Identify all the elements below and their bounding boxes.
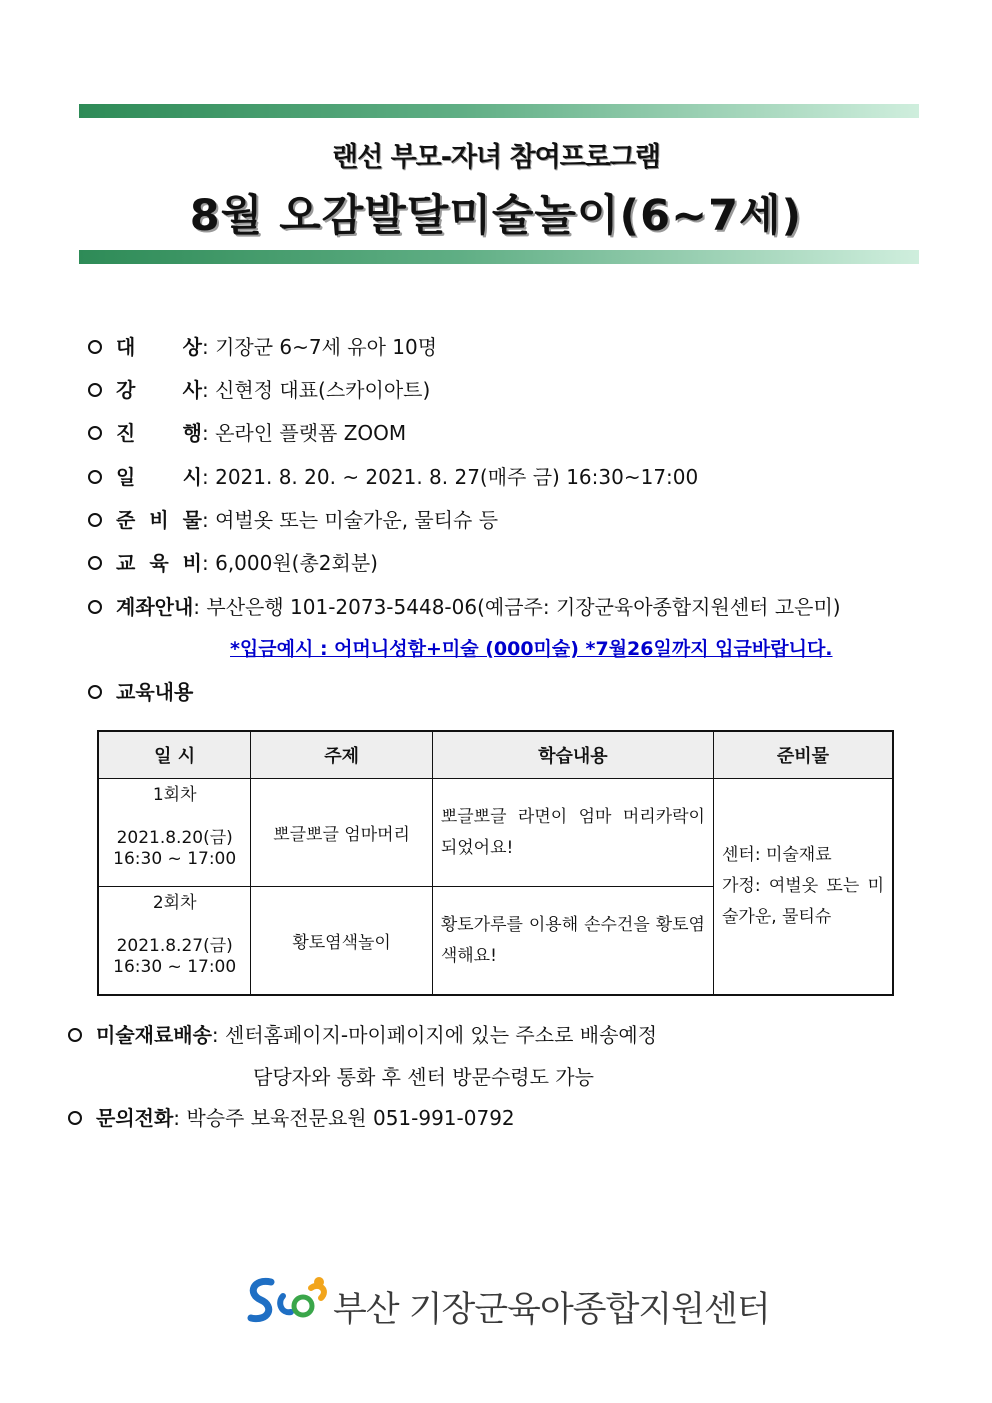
- info-row-method: [88, 418, 406, 448]
- info-row-fee: [88, 548, 378, 578]
- info-row-target: [88, 332, 437, 362]
- topic-cell: 뽀글뽀글 엄마머리: [251, 779, 432, 887]
- delivery-row: [68, 1020, 657, 1050]
- page-title: 8월 오감발달미술놀이(6~7세): [189, 191, 803, 241]
- circle-bullet-icon: [88, 426, 102, 440]
- table-header: 일 시: [98, 731, 251, 779]
- subtitle: 랜선 부모-자녀 참여프로그램: [332, 142, 660, 173]
- delivery-line2: 담당자와 통화 후 센터 방문수령도 가능: [253, 1065, 594, 1089]
- table-header: 학습내용: [432, 731, 713, 779]
- delivery-value: : 센터홈페이지-마이페이지에 있는 주소로 배송예정: [211, 1023, 658, 1047]
- prep-cell: [713, 779, 893, 996]
- logo-mark-icon: [243, 1272, 331, 1332]
- info-row-account: [88, 592, 841, 622]
- circle-bullet-icon: [88, 383, 102, 397]
- info-value: : 2021. 8. 20. ~ 2021. 8. 27(매주 금) 16:30~17:00: [202, 465, 699, 489]
- header-band-top: [79, 104, 919, 118]
- info-label: 진 행: [116, 421, 202, 445]
- info-value: : 부산은행 101-2073-5448-06(예금주: 기장군육아종합지원센터 고은미): [193, 595, 841, 619]
- info-label: 준 비 물: [116, 508, 202, 532]
- prep-center: 센터: 미술재료: [721, 845, 832, 865]
- circle-bullet-icon: [88, 340, 102, 354]
- circle-bullet-icon: [68, 1028, 82, 1042]
- section-title: 교육내용: [116, 680, 194, 704]
- delivery-label: 미술재료배송: [96, 1023, 212, 1047]
- info-label: 교 육 비: [116, 551, 202, 575]
- deposit-note: *입금예시 : 어머니성함+미술 (000미술) *7월26일까지 입금바랍니다.: [230, 638, 833, 660]
- session-time: 16:30 ~ 17:00: [113, 849, 237, 869]
- content-cell: 뽀글뽀글 라면이 엄마 머리카락이 되었어요!: [432, 779, 713, 887]
- date-cell: [98, 887, 251, 996]
- circle-bullet-icon: [88, 685, 102, 699]
- contact-row: [68, 1103, 515, 1133]
- info-label: 대 상: [116, 335, 202, 359]
- prep-home: 가정: 여벌옷 또는 미술가운, 물티슈: [721, 876, 884, 927]
- table-row: [98, 779, 893, 887]
- info-label: 강 사: [116, 378, 202, 402]
- date-cell: [98, 779, 251, 887]
- center-logo: [243, 1272, 770, 1332]
- info-value: : 6,000원(총2회분): [202, 551, 378, 575]
- contact-label: 문의전화: [96, 1106, 174, 1130]
- header-band-bottom: [79, 250, 919, 264]
- circle-bullet-icon: [88, 513, 102, 527]
- session-date: 2021.8.20(금): [116, 828, 233, 848]
- circle-bullet-icon: [68, 1111, 82, 1125]
- table-header: 주제: [251, 731, 432, 779]
- topic-cell: 황토염색놀이: [251, 887, 432, 996]
- session-date: 2021.8.27(금): [116, 936, 233, 956]
- info-label: 계좌안내: [116, 595, 194, 619]
- circle-bullet-icon: [88, 600, 102, 614]
- info-row-schedule: [88, 462, 698, 492]
- content-cell: 황토가루를 이용해 손수건을 황토염색해요!: [432, 887, 713, 996]
- session-label: 1회차: [152, 785, 197, 805]
- logo-text: 부산 기장군육아종합지원센터: [333, 1290, 770, 1330]
- info-row-instructor: [88, 375, 430, 405]
- session-time: 16:30 ~ 17:00: [113, 957, 237, 977]
- info-value: : 온라인 플랫폼 ZOOM: [202, 421, 407, 445]
- info-value: : 기장군 6~7세 유아 10명: [202, 335, 438, 359]
- contact-value: : 박승주 보육전문요원 051-991-0792: [173, 1106, 515, 1130]
- session-label: 2회차: [152, 893, 197, 913]
- circle-bullet-icon: [88, 470, 102, 484]
- info-label: 일 시: [116, 465, 202, 489]
- table-header-row: [98, 731, 893, 779]
- circle-bullet-icon: [88, 556, 102, 570]
- section-title-row: [88, 677, 193, 707]
- schedule-table: [97, 730, 894, 996]
- info-row-supplies: [88, 505, 498, 535]
- info-value: : 신현정 대표(스카이아트): [202, 378, 431, 402]
- table-header: 준비물: [713, 731, 893, 779]
- info-value: : 여벌옷 또는 미술가운, 물티슈 등: [202, 508, 499, 532]
